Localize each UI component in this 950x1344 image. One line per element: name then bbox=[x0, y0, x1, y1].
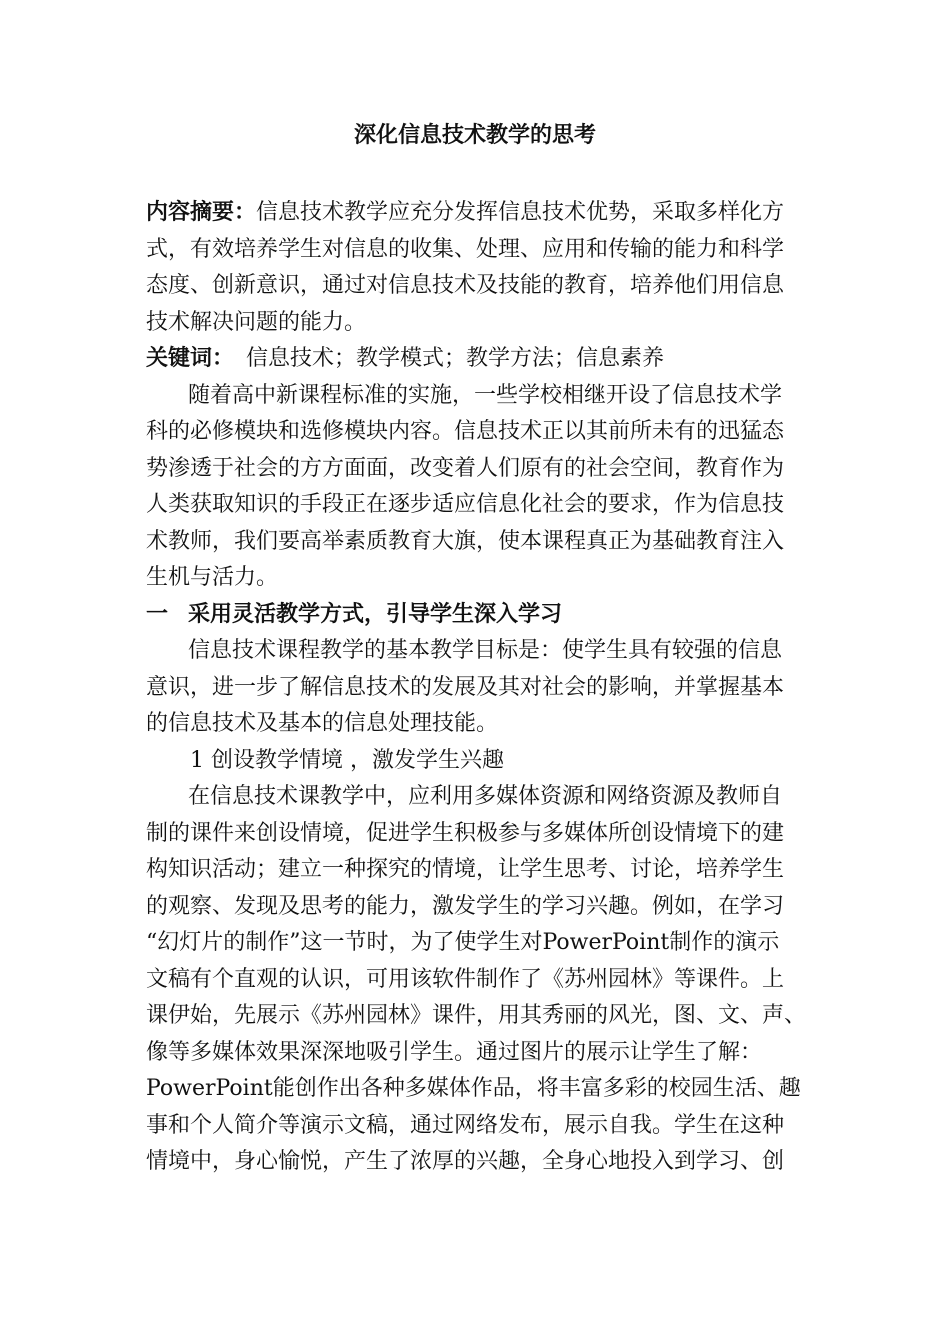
abstract-line: 技术解决问题的能力。 bbox=[146, 309, 367, 335]
document-title: 深化信息技术教学的思考 bbox=[353, 123, 596, 148]
intro-line: 势渗透于社会的方方面面，改变着人们原有的社会空间，教育作为 bbox=[146, 455, 785, 481]
subsection-line: 的观察、发现及思考的能力，激发学生的学习兴趣。例如，在学习 bbox=[146, 893, 785, 919]
intro-line: 生机与活力。 bbox=[146, 565, 279, 590]
subsection-line: 文稿有个直观的认识，可用该软件制作了《苏州园林》等课件。上 bbox=[146, 966, 785, 992]
section-heading bbox=[146, 597, 808, 634]
keywords-line bbox=[146, 341, 808, 378]
abstract-label: 内容摘要： bbox=[146, 200, 257, 225]
section-line: 的信息技术及基本的信息处理技能。 bbox=[146, 711, 499, 736]
subsection-line: 事和个人简介等演示文稿，通过网络发布，展示自我。学生在这种 bbox=[146, 1112, 785, 1138]
abstract-text: 信息技术教学应充分发挥信息技术优势，采取多样化方 bbox=[256, 200, 785, 225]
subsection-line: 情境中，身心愉悦，产生了浓厚的兴趣，全身心地投入到学习、创 bbox=[146, 1149, 785, 1174]
keywords-label: 关键词： bbox=[146, 346, 235, 371]
subsection-line: 像等多媒体效果深深地吸引学生。通过图片的展示让学生了解： bbox=[146, 1039, 763, 1065]
subsection-line: “幻灯片的制作”这一节时，为了使学生对PowerPoint制作的演示 bbox=[146, 930, 780, 955]
subsection-line: 制的课件来创设情境，促进学生积极参与多媒体所创设情境下的建 bbox=[146, 820, 785, 846]
subsection-line: 在信息技术课教学中，应利用多媒体资源和网络资源及教师自 bbox=[188, 784, 783, 809]
intro-line: 人类获取知识的手段正在逐步适应信息化社会的要求，作为信息技 bbox=[146, 492, 785, 517]
abstract-line: 式，有效培养学生对信息的收集、处理、应用和传输的能力和科学 bbox=[146, 236, 785, 262]
keywords-text: 信息技术；教学模式；教学方法；信息素养 bbox=[246, 346, 665, 371]
subsection-line: 课伊始，先展示《苏州园林》课件，用其秀丽的风光，图、文、声、 bbox=[146, 1003, 807, 1028]
abstract-line: 态度、创新意识，通过对信息技术及技能的教育，培养他们用信息 bbox=[146, 273, 785, 298]
intro-line: 术教师，我们要高举素质教育大旗，使本课程真正为基础教育注入 bbox=[146, 528, 785, 554]
section-number: 一 bbox=[146, 601, 169, 627]
document-body bbox=[146, 195, 808, 1181]
section-line: 意识，进一步了解信息技术的发展及其对社会的影响，并掌握基本 bbox=[146, 674, 785, 700]
subsection-line: 构知识活动；建立一种探究的情境，让学生思考、讨论，培养学生 bbox=[146, 857, 785, 882]
subsection-line: PowerPoint能创作出各种多媒体作品，将丰富多彩的校园生活、趣 bbox=[146, 1076, 801, 1101]
intro-line: 科的必修模块和选修模块内容。信息技术正以其前所未有的迅猛态 bbox=[146, 419, 785, 444]
section-title: 采用灵活教学方式，引导学生深入学习 bbox=[188, 601, 563, 627]
section-line: 信息技术课程教学的基本教学目标是：使学生具有较强的信息 bbox=[188, 638, 783, 663]
abstract-line bbox=[146, 195, 808, 232]
intro-line: 随着高中新课程标准的实施，一些学校相继开设了信息技术学 bbox=[188, 382, 783, 408]
subsection-heading: 1 创设教学情境 ，激发学生兴趣 bbox=[190, 747, 504, 773]
